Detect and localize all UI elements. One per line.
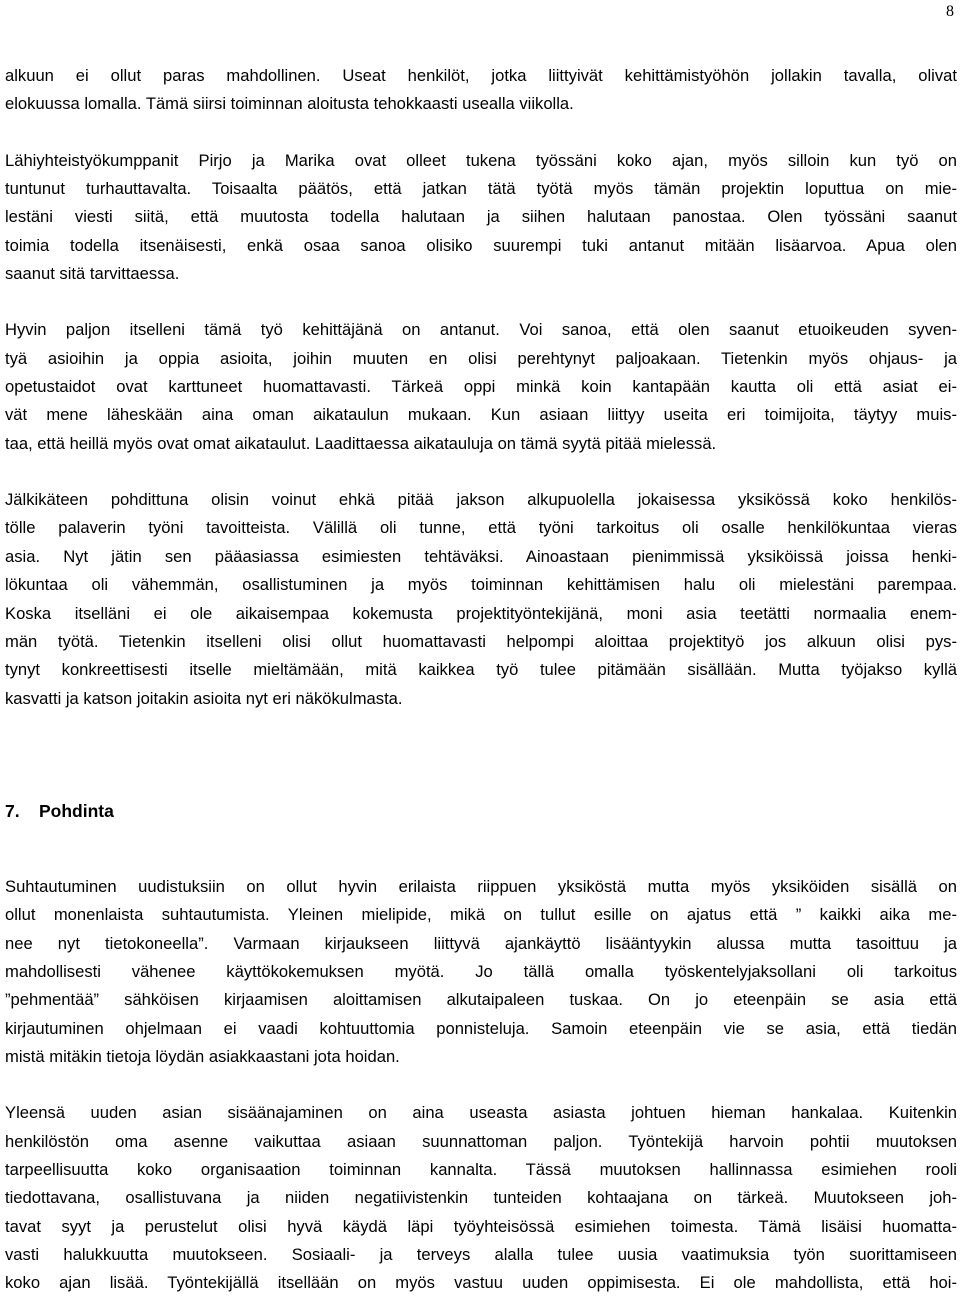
section-title: Pohdinta bbox=[39, 800, 114, 821]
text-line: ”pehmentää” sähköisen kirjaamisen aloittamisen alkutaipaleen tuskaa. On jo eteenpäin se asia että bbox=[5, 990, 957, 1010]
text-line: toimia todella itsenäisesti, enkä osaa sanoa olisiko suurempi tuki antanut mitään lisäarvoa. Apua olen bbox=[5, 235, 957, 255]
paragraph bbox=[5, 486, 957, 713]
document-body bbox=[5, 62, 957, 1298]
text-line: Hyvin paljon itselleni tämä työ kehittäjänä on antanut. Voi sanoa, että olen saanut etuoikeuden syven- bbox=[5, 320, 957, 340]
text-line: tölle palaverin työni tavoitteista. Välillä oli tunne, että työni tarkoitus oli osalle henkilökuntaa vieras bbox=[5, 518, 957, 538]
text-line: opetustaidot ovat karttuneet huomattavasti. Tärkeä oppi minkä koin kantapään kautta oli että asiat ei- bbox=[5, 377, 957, 397]
text-line: ollut monenlaista suhtautumista. Yleinen mielipide, mikä on tullut esille on ajatus että ” kaikki aika me- bbox=[5, 905, 957, 925]
text-line: nee nyt tietokoneella”. Varmaan kirjaukseen liittyvä ajankäyttö lisääntyykin alussa mutta tasoittuu ja bbox=[5, 933, 957, 953]
text-line: Jälkikäteen pohdittuna olisin voinut ehkä pitää jakson alkupuolella jokaisessa yksikössä koko henkilös- bbox=[5, 490, 957, 510]
page-number: 8 bbox=[946, 3, 954, 20]
paragraph bbox=[5, 62, 957, 119]
text-line: Koska itselläni ei ole aikaisempaa kokemusta projektityöntekijänä, moni asia teetätti normaalia enem- bbox=[5, 603, 957, 623]
paragraph bbox=[5, 316, 957, 458]
text-line: koko ajan lisää. Työntekijällä itsellään on myös vastuu uuden oppimisesta. Ei ole mahdollista, että hoi- bbox=[5, 1273, 957, 1293]
text-line: män työtä. Tietenkin itselleni olisi ollut huomattavasti helpompi aloittaa projektityö jos alkuun olisi pys- bbox=[5, 631, 957, 651]
text-line: tyä asioihin ja oppia asioita, joihin muuten en olisi perehtynyt paljoakaan. Tietenkin myös ohjaus- ja bbox=[5, 348, 957, 368]
text-line: tarpeellisuutta koko organisaation toiminnan kannalta. Tässä muutoksen hallinnassa esimiehen rooli bbox=[5, 1159, 957, 1179]
text-line: asia. Nyt jätin sen pääasiassa esimiesten tehtäväksi. Ainoastaan pienimmissä yksiköissä joissa henki- bbox=[5, 546, 957, 566]
text-line: tuntunut turhauttavalta. Toisaalta päätös, että jatkan tätä työtä myös tämän projektin loputtua on mie- bbox=[5, 179, 957, 199]
text-line: Suhtautuminen uudistuksiin on ollut hyvin erilaista riippuen yksiköstä mutta myös yksiköiden sisällä on bbox=[5, 876, 957, 896]
text-line: taa, että heillä myös ovat omat aikataulut. Laadittaessa aikatauluja on tämä syytä pitää mielessä. bbox=[5, 433, 717, 453]
text-line: elokuussa lomalla. Tämä siirsi toiminnan aloitusta tehokkaasti usealla viikolla. bbox=[5, 94, 574, 114]
section-heading bbox=[5, 797, 957, 825]
text-line: mistä mitäkin tietoja löydän asiakkaastani jota hoidan. bbox=[5, 1046, 400, 1066]
text-line: henkilöstön oma asenne vaikuttaa asiaan suunnattoman paljon. Työntekijä harvoin pohtii muutoksen bbox=[5, 1131, 957, 1151]
text-line: Lähiyhteistyökumppanit Pirjo ja Marika ovat olleet tukena työssäni koko ajan, myös silloin kun työ on bbox=[5, 150, 957, 170]
text-line: kirjautuminen ohjelmaan ei vaadi kohtuuttomia ponnisteluja. Samoin eteenpäin vie se asia, että tiedän bbox=[5, 1018, 957, 1038]
text-line: lestäni viesti siitä, että muutosta todella halutaan ja siihen halutaan panostaa. Olen työssäni saanut bbox=[5, 207, 957, 227]
text-line: Yleensä uuden asian sisäänajaminen on aina useasta asiasta johtuen hieman hankalaa. Kuitenkin bbox=[5, 1103, 957, 1123]
text-line: lökuntaa oli vähemmän, osallistuminen ja myös toiminnan kehittämisen halu oli mielestäni parempaa. bbox=[5, 575, 957, 595]
text-line: tiedottavana, osallistuvana ja niiden negatiivistenkin tunteiden kohtaajana on tärkeä. Muutokseen joh- bbox=[5, 1188, 957, 1208]
section-number: 7. bbox=[5, 800, 20, 821]
text-line: kasvatti ja katson joitakin asioita nyt eri näkökulmasta. bbox=[5, 688, 403, 708]
paragraph bbox=[5, 873, 957, 1071]
text-line: tynyt konkreettisesti itselle mieltämään, mitä kaikkea työ tulee pitämään sisällään. Mutta työjakso kyllä bbox=[5, 660, 957, 680]
text-line: vasti halukkuutta muutokseen. Sosiaali- ja terveys alalla tulee uusia vaatimuksia työn suorittamiseen bbox=[5, 1245, 957, 1264]
text-line: saanut sitä tarvittaessa. bbox=[5, 264, 180, 284]
text-line: alkuun ei ollut paras mahdollinen. Useat henkilöt, jotka liittyivät kehittämistyöhön jollakin tavalla, olivat bbox=[5, 66, 957, 85]
paragraph bbox=[5, 147, 957, 289]
text-line: vät mene läheskään aina oman aikataulun mukaan. Kun asiaan liittyy useita eri toimijoita, täytyy muis- bbox=[5, 405, 957, 425]
text-line: tavat syyt ja perustelut olisi hyvä käydä läpi työyhteisössä esimiehen toimesta. Tämä lisäisi huomatta- bbox=[5, 1216, 957, 1236]
paragraph bbox=[5, 1099, 957, 1297]
text-line: mahdollisesti vähenee käyttökokemuksen myötä. Jo tällä omalla työskentelyjaksollani oli tarkoitus bbox=[5, 961, 957, 981]
